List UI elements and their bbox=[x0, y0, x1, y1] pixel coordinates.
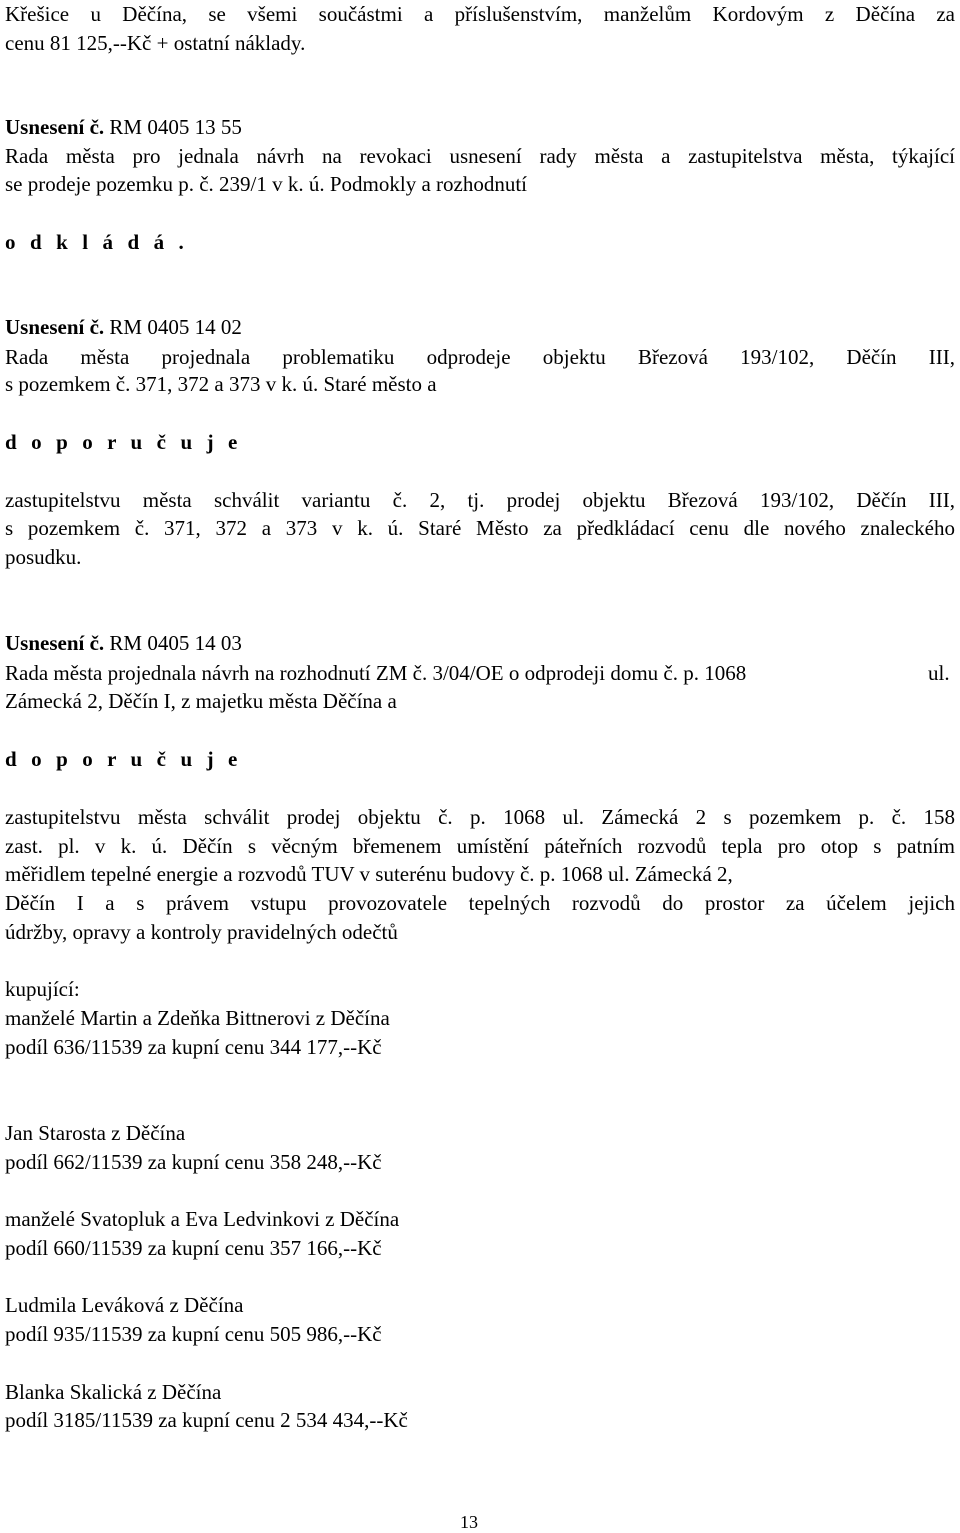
buyer-name: Jan Starosta z Děčína bbox=[5, 1121, 186, 1145]
intro-line-1: Křešice u Děčína, se všemi součástmi a příslušenstvím, manželům Kordovým z Děčína za bbox=[5, 2, 955, 26]
decision-odklada: o d k l á d á . bbox=[5, 230, 189, 254]
page-number: 13 bbox=[460, 1512, 478, 1532]
resolution-heading bbox=[5, 631, 242, 655]
recommendation-line: s pozemkem č. 371, 372 a 373 v k. ú. Staré Město za předkládací cenu dle nového znaleckého bbox=[5, 516, 955, 540]
recommendation-line: zastupitelstvu města schválit prodej objektu č. p. 1068 ul. Zámecká 2 s pozemkem p. č. 158 bbox=[5, 805, 955, 829]
buyer-name: Blanka Skalická z Děčína bbox=[5, 1380, 222, 1404]
resolution-body-line: Rada města projednala problematiku odprodeje objektu Březová 193/102, Děčín III, bbox=[5, 345, 955, 369]
resolution-label: Usnesení č. bbox=[5, 631, 105, 655]
recommendation-line: zastupitelstvu města schválit variantu č. 2, tj. prodej objektu Březová 193/102, Děčín III, bbox=[5, 488, 955, 512]
resolution-body-line: s pozemkem č. 371, 372 a 373 v k. ú. Staré město a bbox=[5, 372, 437, 396]
decision-doporucuje: d o p o r u č u j e bbox=[5, 747, 242, 771]
resolution-body-line-end: ul. bbox=[928, 661, 950, 685]
buyer-name: Ludmila Leváková z Děčína bbox=[5, 1293, 244, 1317]
resolution-body-line: se prodeje pozemku p. č. 239/1 v k. ú. Podmokly a rozhodnutí bbox=[5, 172, 527, 196]
buyer-share: podíl 935/11539 za kupní cenu 505 986,--Kč bbox=[5, 1322, 382, 1346]
resolution-label: Usnesení č. bbox=[5, 115, 105, 139]
buyer-share: podíl 662/11539 za kupní cenu 358 248,--Kč bbox=[5, 1150, 382, 1174]
buyer-share: podíl 3185/11539 za kupní cenu 2 534 434,--Kč bbox=[5, 1408, 408, 1432]
resolution-heading bbox=[5, 115, 242, 139]
resolution-number: RM 0405 14 03 bbox=[109, 631, 242, 655]
recommendation-line: Děčín I a s právem vstupu provozovatele tepelných rozvodů do prostor za účelem jejich bbox=[5, 891, 955, 915]
resolution-heading bbox=[5, 315, 242, 339]
resolution-number: RM 0405 13 55 bbox=[109, 115, 242, 139]
buyer-name: manželé Martin a Zdeňka Bittnerovi z Děčína bbox=[5, 1006, 390, 1030]
buyer-name: manželé Svatopluk a Eva Ledvinkovi z Děčína bbox=[5, 1207, 400, 1231]
recommendation-line: posudku. bbox=[5, 545, 82, 569]
recommendation-line: měřidlem tepelné energie a rozvodů TUV v suterénu budovy č. p. 1068 ul. Zámecká 2, bbox=[5, 862, 733, 886]
intro-line-2: cenu 81 125,--Kč + ostatní náklady. bbox=[5, 31, 306, 55]
resolution-number: RM 0405 14 02 bbox=[109, 315, 242, 339]
buyers-label: kupující: bbox=[5, 977, 80, 1001]
resolution-body-line: Rada města pro jednala návrh na revokaci usnesení rady města a zastupitelstva města, týkající bbox=[5, 144, 955, 168]
resolution-body-line: Zámecká 2, Děčín I, z majetku města Děčína a bbox=[5, 689, 397, 713]
buyer-share: podíl 636/11539 za kupní cenu 344 177,--Kč bbox=[5, 1035, 382, 1059]
resolution-body-line: Rada města projednala návrh na rozhodnutí ZM č. 3/04/OE o odprodeji domu č. p. 1068 bbox=[5, 661, 747, 685]
buyer-share: podíl 660/11539 za kupní cenu 357 166,--Kč bbox=[5, 1236, 382, 1260]
resolution-label: Usnesení č. bbox=[5, 315, 105, 339]
recommendation-line: zast. pl. v k. ú. Děčín s věcným břemenem umístění páteřních rozvodů tepla pro otop s patním bbox=[5, 834, 955, 858]
decision-doporucuje: d o p o r u č u j e bbox=[5, 430, 242, 454]
recommendation-line: údržby, opravy a kontroly pravidelných odečtů bbox=[5, 920, 398, 944]
